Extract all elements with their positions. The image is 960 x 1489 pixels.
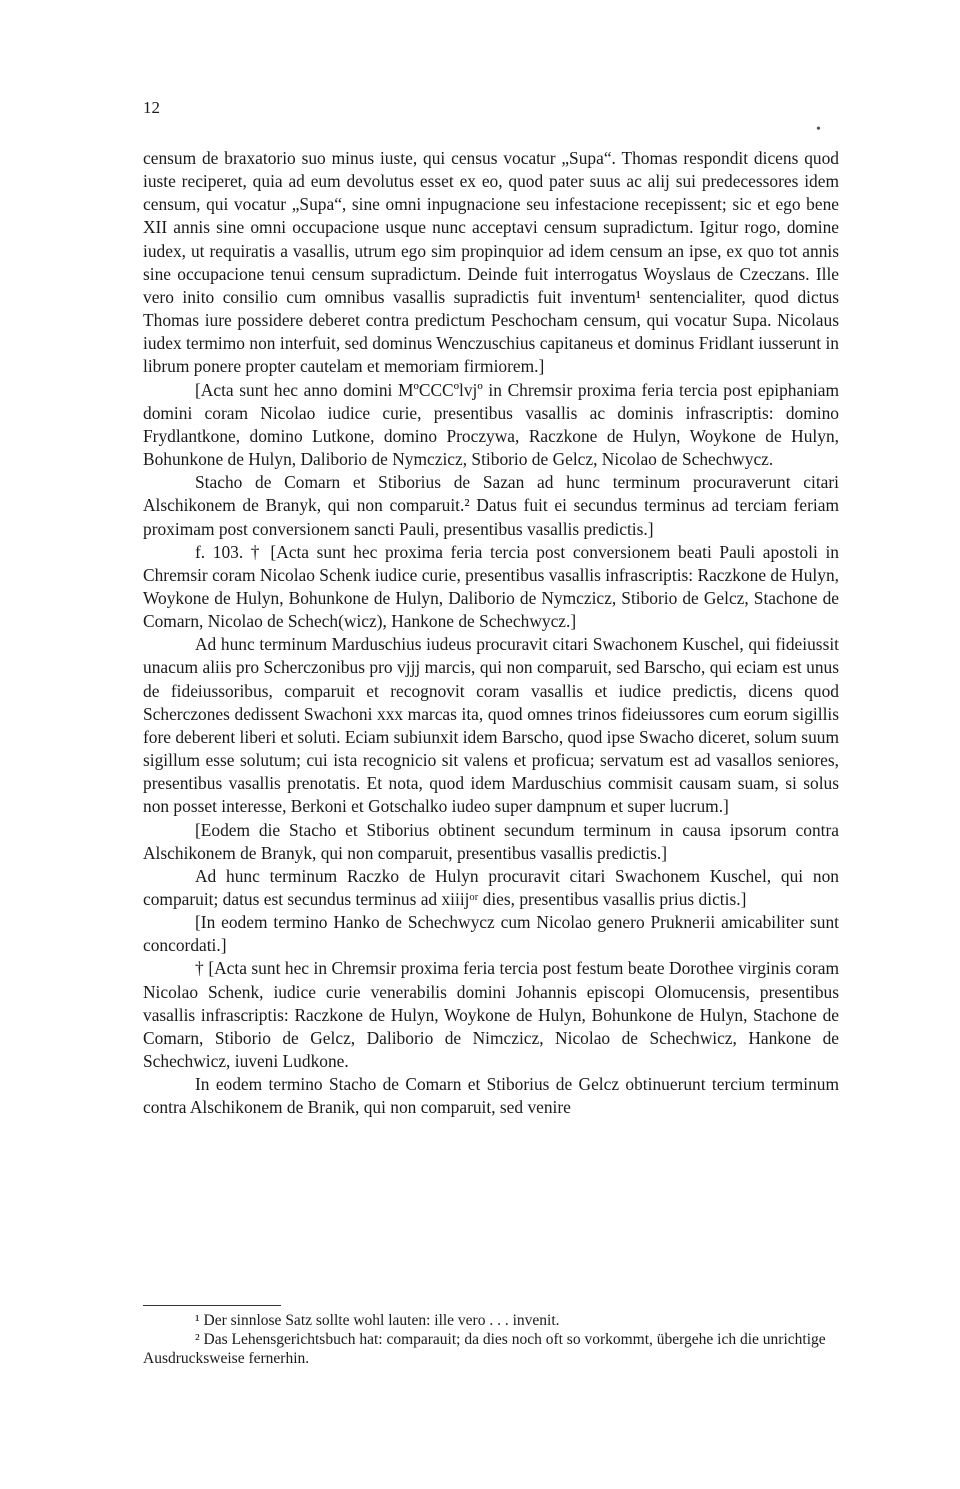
body-text [143, 147, 839, 1120]
paragraph: [Eodem die Stacho et Stiborius obtinent secundum terminum in causa ipsorum contra Alschikonem de Branyk, qui non comparuit, presentibus vasallis predictis.] [143, 819, 839, 863]
paragraph: † [Acta sunt hec in Chremsir proxima feria tercia post festum beate Dorothee virginis coram Nicolao Schenk, iudice curie venerabilis domini Johannis episcopi Olomucensis, presentibus vasallis infrascriptis: Raczkone de Hulyn, Woykone de Hulyn, Bohunkone de Hulyn, Stachone de Comarn, Stiborio de Gelcz, Daliborio de Nimczicz, Nicolao de Schechwicz, Hankone de Schechwicz, iuveni Ludkone. [143, 958, 839, 1072]
footnote: ² Das Lehensgerichtsbuch hat: comparauit; da dies noch oft so vorkommt, übergehe ich die unrichtige Ausdrucksweise fernerhin. [143, 1331, 826, 1367]
stray-mark: • [816, 122, 821, 137]
paragraph: censum de braxatorio suo minus iuste, qui census vocatur „Supa“. Thomas respondit dicens quod iuste reciperet, quia ad eum devolutus esset ex eo, quod pater suus ac alij sui predecessores idem censum, qui vocatur „Supa“, sine omni inpugnacione seu infestacione recepissent; sic et ego bene XII annis sine omni occupacione usque nunc acceptavi censum supradictum. Igitur rogo, domine iudex, ut requiratis a vasallis, utrum ego sim propinquior ad idem censum an ipse, ex quo tot annis sine occupacione tenui censum supradictum. Deinde fuit interrogatus Woyslaus de Czeczans. Ille vero inito consilio cum omnibus vasallis supradictis fuit inventum¹ sentencialiter, quod dictus Thomas iure possidere deberet contra predictum Peschocham censum, qui vocatur Supa. Nicolaus iudex termimo non interfuit, sed dominus Wenczuschius capitaneus et dominus Fridlant iusserunt in librum ponere propter cautelam et memoriam firmiorem.] [143, 148, 839, 377]
page-number: 12 [143, 98, 160, 117]
footnotes [143, 1311, 839, 1368]
paragraph: Stacho de Comarn et Stiborius de Sazan ad hunc terminum procuraverunt citari Alschikonem de Branyk, qui non comparuit.² Datus fuit ei secundus terminus ad terciam feriam proximam post conversionem sancti Pauli, presentibus vasallis predictis.] [143, 472, 839, 539]
paragraph: Ad hunc terminum Raczko de Hulyn procuravit citari Swachonem Kuschel, qui non comparuit; datus est secundus terminus ad xiiijᵒʳ dies, presentibus vasallis prius dictis.] [143, 865, 839, 909]
paragraph: [Acta sunt hec anno domini MºCCCºlvjº in Chremsir proxima feria tercia post epiphaniam domini coram Nicolao iudice curie, presentibus vasallis ac dominis infrascriptis: domino Frydlantkone, domino Lutkone, domino Proczywa, Raczkone de Hulyn, Woykone de Hulyn, Bohunkone de Hulyn, Daliborio de Nymczicz, Stiborio de Gelcz, Nicolao de Schechwycz. [143, 379, 839, 470]
footnote-divider [143, 1305, 281, 1306]
paragraph: f. 103. † [Acta sunt hec proxima feria tercia post conversionem beati Pauli apostoli in Chremsir coram Nicolao Schenk iudice curie, presentibus vasallis infrascriptis: Raczkone de Hulyn, Woykone de Hulyn, Bohunkone de Hulyn, Daliborio de Nymczicz, Stiborio de Gelcz, Stachone de Comarn, Nicolao de Schech(wicz), Hankone de Schechwycz.] [143, 541, 839, 632]
paragraph: In eodem termino Stacho de Comarn et Stiborius de Gelcz obtinuerunt tercium terminum contra Alschikonem de Branik, qui non comparuit, sed venire [143, 1074, 839, 1118]
paragraph: Ad hunc terminum Marduschius iudeus procuravit citari Swachonem Kuschel, qui fideiussit unacum aliis pro Scherczonibus pro vjjj marcis, qui non comparuit, sed Barscho, qui eciam est unus de fideiussoribus, comparuit et recognovit coram vasallis et iudice predictis, dicens quod Scherczones dedissent Swachoni xxx marcas ita, quod omnes trinos fideiussores cum eorum sigillis fore deberent liberi et soluti. Eciam subiunxit idem Barscho, quod ipse Swacho diceret, solum suum sigillum esse solutum; cui ista recognicio sit valens et proficua; servatum est ad vasallos seniores, presentibus vasallis prenotatis. Et nota, quod idem Marduschius commisit causam suam, si solus non posset interesse, Berkoni et Gotschalko iudeo super dampnum et super lucrum.] [143, 634, 839, 817]
paragraph: [In eodem termino Hanko de Schechwycz cum Nicolao genero Pruknerii amicabiliter sunt concordati.] [143, 912, 839, 956]
footnote: ¹ Der sinnlose Satz sollte wohl lauten: ille vero . . . invenit. [195, 1312, 560, 1329]
